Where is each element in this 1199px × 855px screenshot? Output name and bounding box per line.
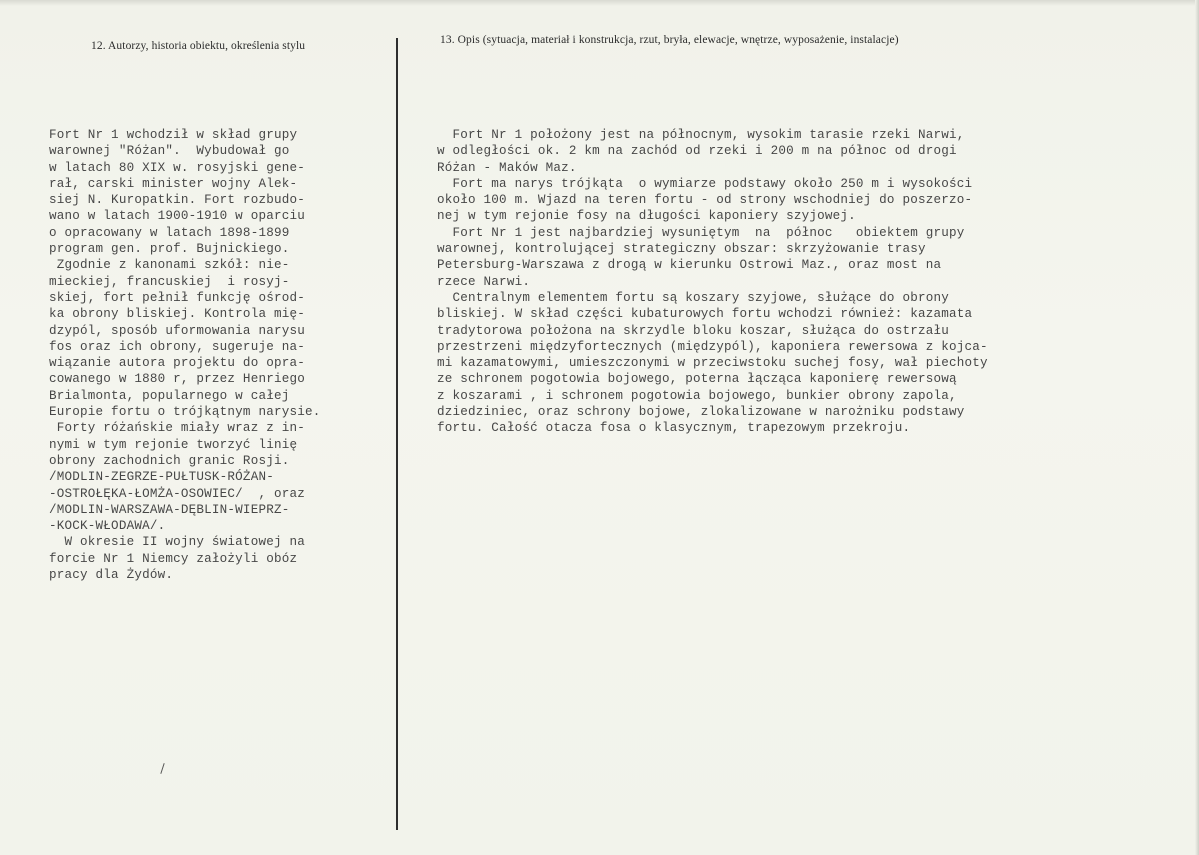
description-text: [437, 127, 988, 437]
description-line: tradytorowa położona na skrzydle bloku koszar, służąca do ostrzału: [437, 323, 949, 338]
description-line: Fort Nr 1 jest najbardziej wysuniętym na północ obiektem grupy: [437, 225, 965, 240]
authors-history-line: wiązanie autora projektu do opra-: [49, 356, 305, 371]
description-line: mi kazamatowymi, umieszczonymi w przeciwstoku suchej fosy, wał piechoty: [437, 356, 988, 371]
description-line: dziedziniec, oraz schrony bojowe, zlokalizowane w narożniku podstawy: [437, 405, 965, 420]
paper-top-edge: [0, 0, 1199, 6]
pen-mark: [160, 763, 164, 774]
authors-history-line: /MODLIN-ZEGRZE-PUŁTUSK-RÓŻAN-: [49, 470, 274, 485]
authors-history-line: w latach 80 XIX w. rosyjski gene-: [49, 160, 305, 175]
description-line: nej w tym rejonie fosy na długości kaponiery szyjowej.: [437, 209, 856, 224]
description-line: fortu. Całość otacza fosa o klasycznym, trapezowym przekroju.: [437, 421, 911, 436]
authors-history-line: nymi w tym rejonie tworzyć linię: [49, 437, 298, 452]
authors-history-line: skiej, fort pełnił funkcję ośrod-: [49, 290, 305, 305]
description-line: Centralnym elementem fortu są koszary szyjowe, służące do obrony: [437, 290, 949, 305]
authors-history-line: Zgodnie z kanonami szkół: nie-: [49, 258, 290, 273]
description-line: z koszarami , i schronem pogotowia bojowego, bunkier obrony zapola,: [437, 388, 957, 403]
authors-history-line: siej N. Kuropatkin. Fort rozbudo-: [49, 193, 305, 208]
authors-history-line: Forty różańskie miały wraz z in-: [49, 421, 305, 436]
section-13-heading: 13. Opis (sytuacja, materiał i konstrukcja, rzut, bryła, elewacje, wnętrze, wyposażenie, instalacje): [440, 34, 899, 46]
authors-history-line: pracy dla Żydów.: [49, 568, 174, 583]
authors-history-line: ka obrony bliskiej. Kontrola mię-: [49, 307, 305, 322]
authors-history-line: obrony zachodnich granic Rosji.: [49, 453, 290, 468]
authors-history-line: W okresie II wojny światowej na: [49, 535, 305, 550]
description-line: Różan - Maków Maz.: [437, 160, 577, 175]
description-line: Fort ma narys trójkąta o wymiarze podstawy około 250 m i wysokości: [437, 176, 973, 191]
description-line: warownej, kontrolującej strategiczny obszar: skrzyżowanie trasy: [437, 242, 926, 257]
authors-history-line: -OSTROŁĘKA-ŁOMŻA-OSOWIEC/ , oraz: [49, 486, 305, 501]
column-divider: [396, 38, 398, 830]
paper-right-edge: [1195, 0, 1199, 855]
authors-history-line: program gen. prof. Bujnickiego.: [49, 242, 290, 257]
description-line: ze schronem pogotowia bojowego, poterna łącząca kaponierę rewersową: [437, 372, 957, 387]
authors-history-line: fos oraz ich obrony, sugeruje na-: [49, 339, 305, 354]
description-line: rzece Narwi.: [437, 274, 531, 289]
description-line: przestrzeni międzyfortecznych (międzypól), kaponiera rewersowa z kojca-: [437, 339, 988, 354]
description-line: około 100 m. Wjazd na teren fortu - od strony wschodniej do poszerzo-: [437, 193, 973, 208]
authors-history-line: Europie fortu o trójkątnym narysie.: [49, 405, 321, 420]
authors-history-line: forcie Nr 1 Niemcy założyli obóz: [49, 551, 298, 566]
authors-history-line: Fort Nr 1 wchodził w skład grupy: [49, 128, 298, 142]
description-line: Petersburg-Warszawa z drogą w kierunku Ostrowi Maz., oraz most na: [437, 258, 942, 273]
authors-history-line: wano w latach 1900-1910 w oparciu: [49, 209, 305, 224]
authors-history-text: [49, 127, 321, 583]
authors-history-line: o opracowany w latach 1898-1899: [49, 225, 290, 240]
authors-history-line: dzypól, sposób uformowania narysu: [49, 323, 305, 338]
authors-history-line: mieckiej, francuskiej i rosyj-: [49, 274, 290, 289]
description-line: bliskiej. W skład części kubaturowych fortu wchodzi również: kazamata: [437, 307, 973, 322]
description-line: Fort Nr 1 położony jest na północnym, wysokim tarasie rzeki Narwi,: [437, 128, 965, 142]
authors-history-line: cowanego w 1880 r, przez Henriego: [49, 372, 305, 387]
authors-history-line: /MODLIN-WARSZAWA-DĘBLIN-WIEPRZ-: [49, 502, 290, 517]
description-line: w odległości ok. 2 km na zachód od rzeki i 200 m na północ od drogi: [437, 144, 957, 159]
authors-history-line: -KOCK-WŁODAWA/.: [49, 519, 166, 534]
authors-history-line: Brialmonta, popularnego w całej: [49, 388, 290, 403]
authors-history-line: warownej "Różan". Wybudował go: [49, 144, 290, 159]
authors-history-line: rał, carski minister wojny Alek-: [49, 176, 298, 191]
section-12-heading: 12. Autorzy, historia obiektu, określenia stylu: [91, 40, 306, 52]
